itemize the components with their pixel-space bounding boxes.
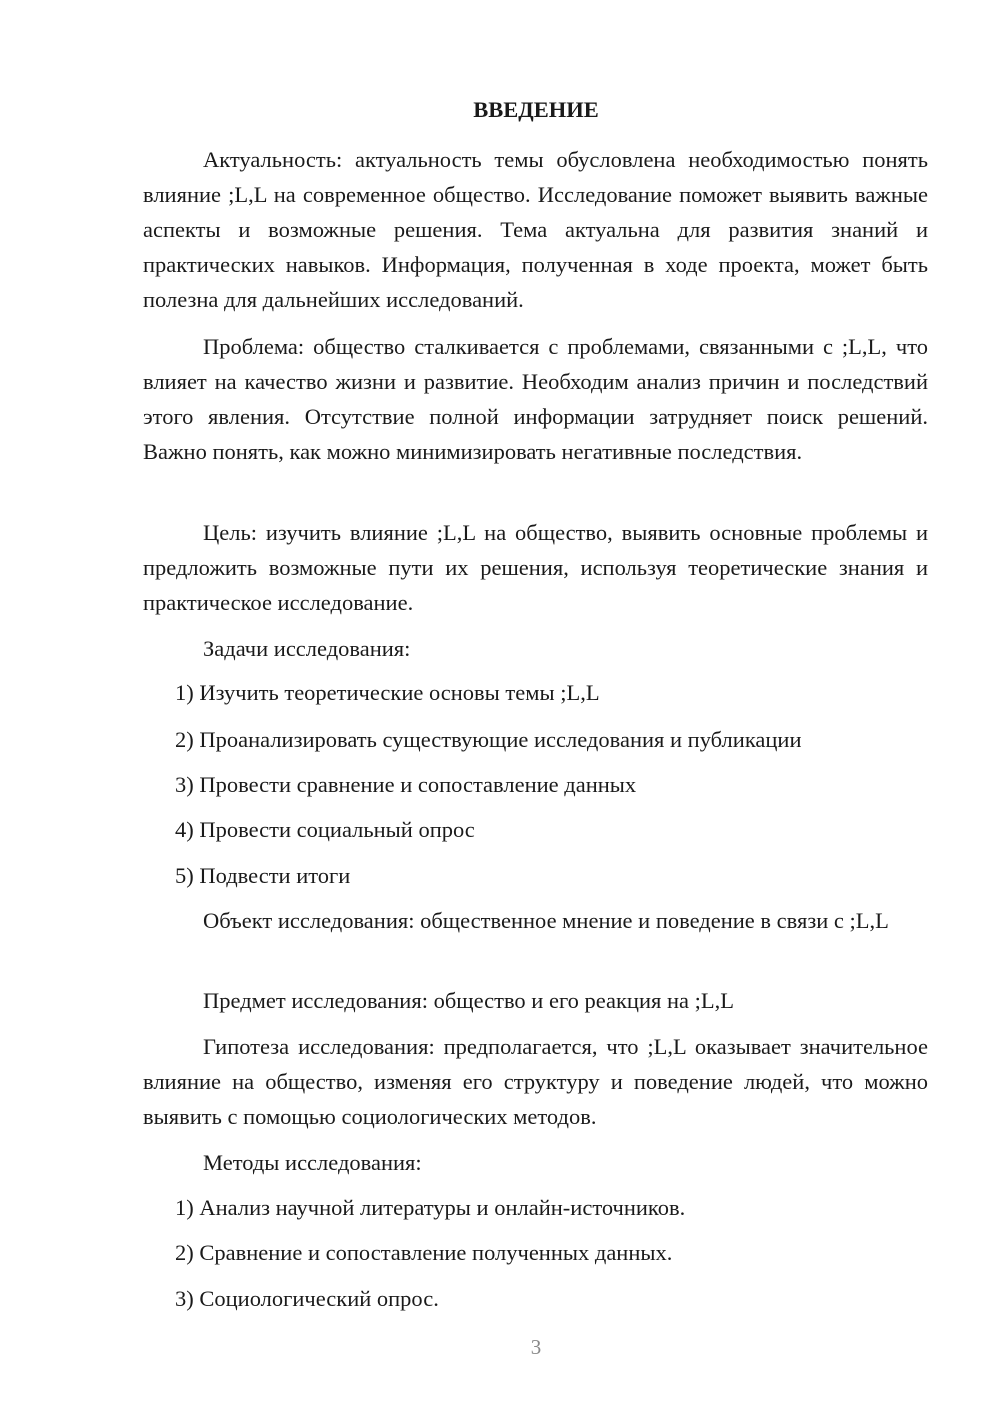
tasks-heading: Задачи исследования:	[203, 636, 411, 661]
method-item: 3) Социологический опрос.	[175, 1286, 439, 1311]
task-item: 4) Провести социальный опрос	[175, 817, 475, 842]
task-item: 2) Проанализировать существующие исследования и публикации	[175, 727, 802, 752]
task-item: 5) Подвести итоги	[175, 863, 351, 888]
method-item: 2) Сравнение и сопоставление полученных данных.	[175, 1240, 673, 1265]
subject-paragraph: Предмет исследования: общество и его реакция на ;L,L	[203, 988, 735, 1013]
page-title: ВВЕДЕНИЕ	[473, 97, 599, 122]
problem-paragraph: Проблема: общество сталкивается с проблемами, связанными с ;L,L, что влияет на качество жизни и развитие. Необходим анализ причин и последствий этого явления. Отсутствие полной информации затрудняет поиск решений. Важно понять, как можно минимизировать негативные последствия.	[143, 334, 928, 464]
page-number: 3	[530, 1335, 542, 1359]
task-item: 3) Провести сравнение и сопоставление данных	[175, 772, 637, 797]
method-item: 1) Анализ научной литературы и онлайн-источников.	[175, 1195, 686, 1220]
relevance-paragraph: Актуальность: актуальность темы обусловлена необходимостью понять влияние ;L,L на современное общество. Исследование поможет выявить важные аспекты и возможные решения. Тема актуальна для развития знаний и практических навыков. Информация, полученная в ходе проекта, может быть полезна для дальнейших исследований.	[143, 147, 928, 312]
object-paragraph: Объект исследования: общественное мнение и поведение в связи с ;L,L	[203, 908, 889, 933]
methods-heading: Методы исследования:	[203, 1150, 422, 1175]
goal-paragraph: Цель: изучить влияние ;L,L на общество, выявить основные проблемы и предложить возможные пути их решения, используя теоретические знания и практическое исследование.	[143, 520, 928, 615]
task-item: 1) Изучить теоретические основы темы ;L,L	[175, 680, 600, 705]
hypothesis-paragraph: Гипотеза исследования: предполагается, что ;L,L оказывает значительное влияние на общество, изменяя его структуру и поведение людей, что можно выявить с помощью социологических методов.	[143, 1034, 928, 1129]
